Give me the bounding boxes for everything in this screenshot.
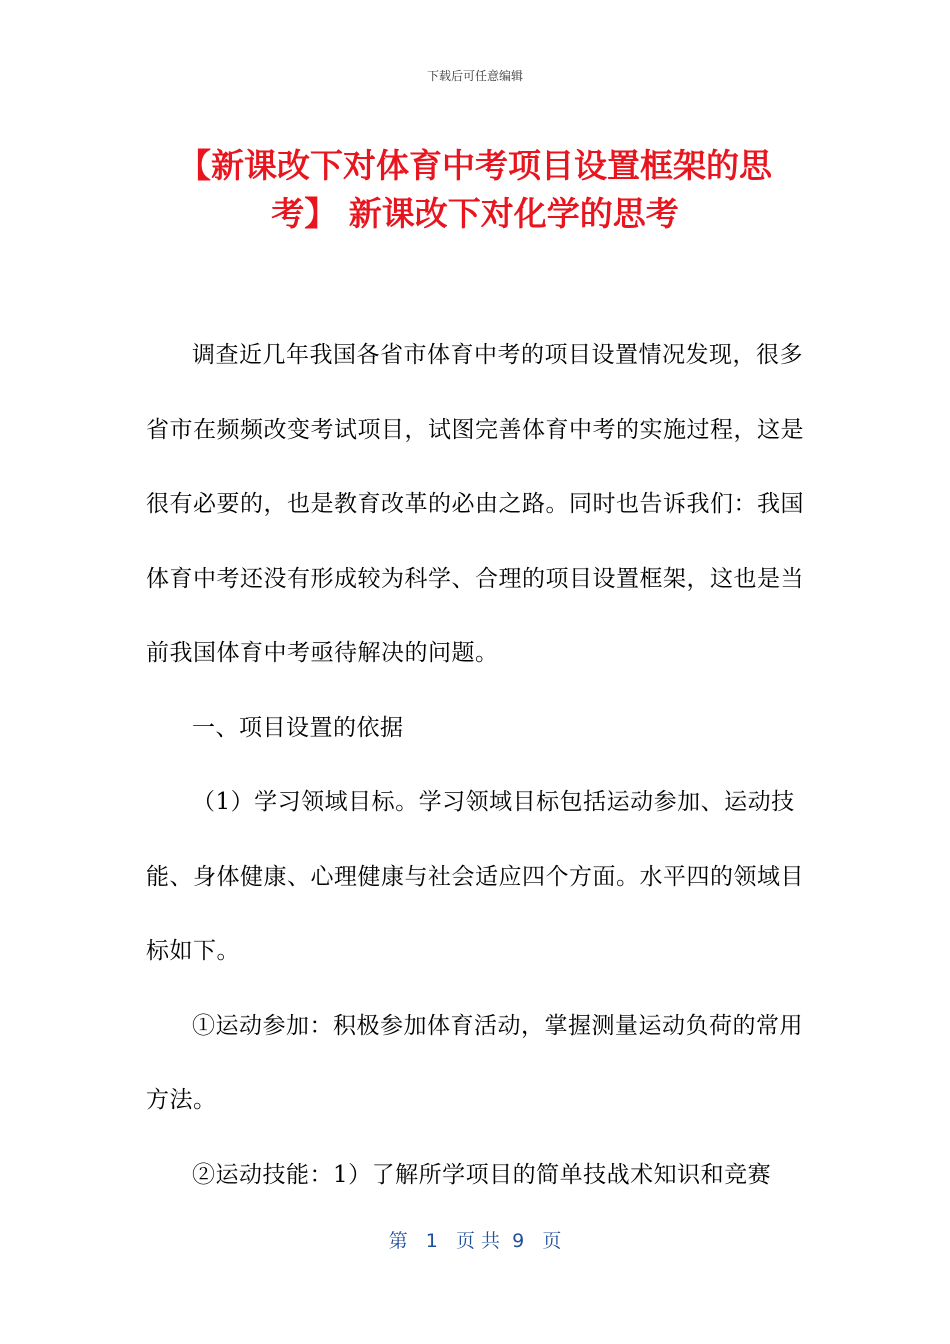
title-line-1: 【新课改下对体育中考项目设置框架的思 xyxy=(178,146,772,185)
title-line-2: 考】 新课改下对化学的思考 xyxy=(271,194,679,233)
paragraph-learning-goals: （1）学习领域目标。学习领域目标包括运动参加、运动技能、身体健康、心理健康与社会适应四个方面。水平四的领域目标如下。 xyxy=(146,789,804,964)
header-note: 下载后可任意编辑 xyxy=(426,69,523,83)
paragraph-sport-participation: ①运动参加：积极参加体育活动，掌握测量运动负荷的常用方法。 xyxy=(146,1012,803,1113)
section-heading: 一、项目设置的依据 xyxy=(192,714,404,741)
paragraph-intro: 调查近几年我国各省市体育中考的项目设置情况发现，很多省市在频频改变考试项目，试图完善体育中考的实施过程，这是很有必要的，也是教育改革的必由之路。同时也告诉我们：我国体育中考还没有形成较为科学、合理的项目设置框架，这也是当前我国体育中考亟待解决的问题。 xyxy=(146,342,804,666)
page-footer: 第 1 页 共 9 页 xyxy=(388,1230,562,1252)
document-title xyxy=(130,142,820,238)
paragraph-sport-skills: ②运动技能：1）了解所学项目的简单技战术知识和竞赛 xyxy=(192,1161,772,1188)
document-body xyxy=(146,318,806,1212)
